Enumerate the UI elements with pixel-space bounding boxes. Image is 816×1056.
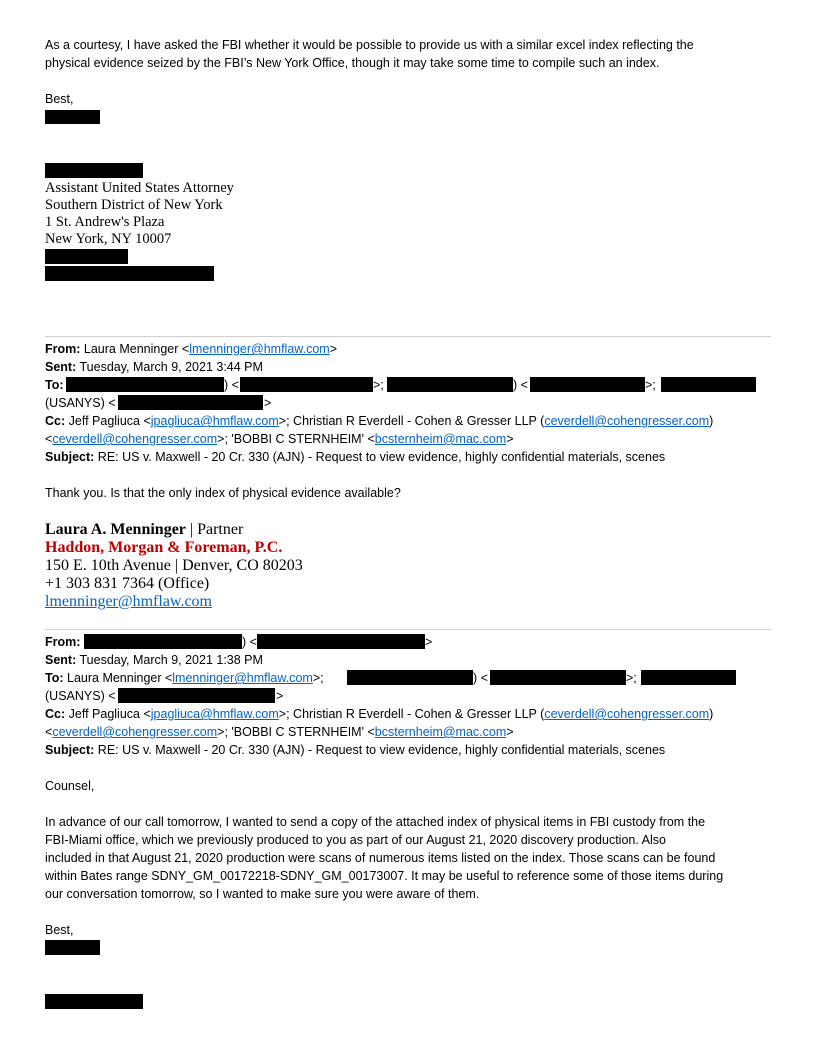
redaction-block	[661, 377, 756, 392]
cc-email-link[interactable]: jpagliuca@hmflaw.com	[150, 414, 279, 428]
email1-cc-line2: <ceverdell@cohengresser.com>; 'BOBBI C STERNHEIM' <bcsternheim@mac.com>	[45, 432, 514, 446]
email2-closing-best: Best,	[45, 923, 74, 937]
cc-email-link[interactable]: bcsternheim@mac.com	[374, 432, 507, 446]
to-email-link[interactable]: lmenninger@hmflaw.com	[172, 671, 313, 685]
email1-subject: Subject: RE: US v. Maxwell - 20 Cr. 330 (AJN) - Request to view evidence, highly confidential materials, scenes	[45, 450, 666, 464]
redaction-block	[84, 634, 242, 649]
redaction-block	[66, 377, 224, 392]
cc-email-link[interactable]: jpagliuca@hmflaw.com	[150, 707, 279, 721]
redaction-block	[45, 110, 100, 124]
redaction-block	[45, 266, 214, 281]
sig-email-link[interactable]: lmenninger@hmflaw.com	[45, 593, 212, 610]
redaction-block	[347, 670, 473, 685]
email1-from: From: Laura Menninger <lmenninger@hmflaw.com>	[45, 342, 338, 356]
email2-cc-line2: <ceverdell@cohengresser.com>; 'BOBBI C STERNHEIM' <bcsternheim@mac.com>	[45, 725, 514, 739]
redaction-block	[387, 377, 513, 392]
menninger-signature: Laura A. Menninger | Partner Haddon, Morgan & Foreman, P.C. 150 E. 10th Avenue | Denver, CO 80203 +1 303 831 7364 (Office) lmenninger@hmflaw.com	[45, 521, 303, 610]
courtesy-line-1: As a courtesy, I have asked the FBI whether it would be possible to provide us with a similar excel index reflecting the	[45, 38, 694, 52]
email2-cc: Cc: Jeff Pagliuca <jpagliuca@hmflaw.com>; Christian R Everdell - Cohen & Gresser LLP (ceverdell@cohengresser.com)	[45, 707, 714, 721]
redaction-block	[240, 377, 373, 392]
sig-city: New York, NY 10007	[45, 231, 172, 247]
redaction-block	[45, 994, 143, 1009]
cc-email-link[interactable]: ceverdell@cohengresser.com	[52, 725, 218, 739]
from-email-link[interactable]: lmenninger@hmflaw.com	[189, 342, 330, 356]
redaction-block	[45, 940, 100, 955]
email2-from-label: From:	[45, 635, 81, 649]
redaction-block	[118, 688, 275, 703]
courtesy-paragraph	[45, 36, 694, 72]
sig-name: Laura A. Menninger	[45, 521, 186, 538]
email2-subject: Subject: RE: US v. Maxwell - 20 Cr. 330 (AJN) - Request to view evidence, highly confidential materials, scenes	[45, 743, 666, 757]
email2-paragraph: In advance of our call tomorrow, I wanted to send a copy of the attached index of physical items in FBI custody from the FBI-Miami office, which we previously produced to you as part of our August 21, 2020 discovery production. Also included in that August 21, 2020 production were scans of numerous items listed on the index. Those scans can be found within Bates range SDNY_GM_00172218-SDNY_GM_00173007. It may be useful to reference some of those items during our conversation tomorrow, so I wanted to make sure you were aware of them.	[45, 815, 724, 901]
divider	[45, 629, 771, 630]
email1-body: Thank you. Is that the only index of physical evidence available?	[45, 486, 401, 500]
ausa-signature	[45, 180, 234, 248]
cc-email-link[interactable]: bcsternheim@mac.com	[374, 725, 507, 739]
redaction-block	[257, 634, 425, 649]
cc-email-link[interactable]: ceverdell@cohengresser.com	[544, 707, 710, 721]
email1-sent: Sent: Tuesday, March 9, 2021 3:44 PM	[45, 360, 263, 374]
email2-to: To: Laura Menninger <lmenninger@hmflaw.com>;	[45, 671, 324, 685]
redaction-block	[118, 395, 263, 410]
courtesy-line-2: physical evidence seized by the FBI’s New York Office, though it may take some time to compile such an index.	[45, 56, 660, 70]
cc-email-link[interactable]: ceverdell@cohengresser.com	[544, 414, 710, 428]
sig-title: Assistant United States Attorney	[45, 180, 234, 196]
email2-greeting: Counsel,	[45, 779, 95, 793]
email1-to-label: To:	[45, 378, 64, 392]
sig-address: 150 E. 10th Avenue | Denver, CO 80203	[45, 557, 303, 574]
sig-phone: +1 303 831 7364 (Office)	[45, 575, 210, 592]
sig-firm: Haddon, Morgan & Foreman, P.C.	[45, 539, 283, 556]
redaction-block	[490, 670, 626, 685]
closing-best: Best,	[45, 92, 74, 106]
sig-office: Southern District of New York	[45, 197, 223, 213]
redaction-block	[641, 670, 736, 685]
redaction-block	[530, 377, 645, 392]
email1-cc: Cc: Jeff Pagliuca <jpagliuca@hmflaw.com>; Christian R Everdell - Cohen & Gresser LLP (ceverdell@cohengresser.com)	[45, 414, 714, 428]
email2-sent: Sent: Tuesday, March 9, 2021 1:38 PM	[45, 653, 263, 667]
sig-street: 1 St. Andrew's Plaza	[45, 214, 165, 230]
redaction-block	[45, 249, 128, 264]
divider	[45, 336, 771, 337]
redaction-block	[45, 163, 143, 178]
cc-email-link[interactable]: ceverdell@cohengresser.com	[52, 432, 218, 446]
